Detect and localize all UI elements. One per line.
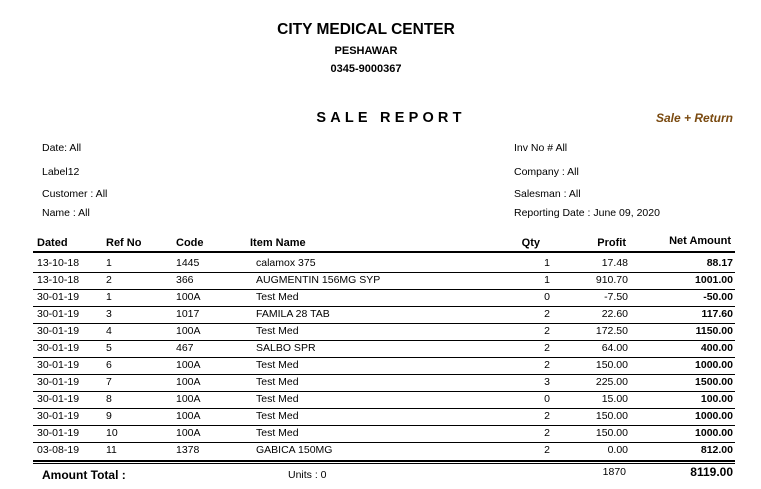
- cell-qty: 2: [544, 410, 550, 422]
- cell-qty: 2: [544, 444, 550, 456]
- total-divider-bottom: [33, 463, 735, 464]
- cell-code: 100A: [176, 359, 201, 371]
- cell-item: Test Med: [256, 393, 299, 405]
- header-divider: [33, 251, 735, 253]
- cell-code: 1017: [176, 308, 200, 320]
- total-label: Amount Total :: [42, 468, 126, 482]
- cell-dated: 30-01-19: [37, 342, 80, 354]
- cell-dated: 30-01-19: [37, 393, 80, 405]
- cell-qty: 2: [544, 325, 550, 337]
- cell-ref: 8: [106, 393, 112, 405]
- cell-dated: 30-01-19: [37, 325, 80, 337]
- cell-item: Test Med: [256, 291, 299, 303]
- cell-ref: 7: [106, 376, 112, 388]
- row-divider: [33, 442, 735, 443]
- filter-date: Date: All: [42, 142, 82, 154]
- cell-dated: 30-01-19: [37, 359, 80, 371]
- cell-code: 100A: [176, 393, 201, 405]
- cell-ref: 11: [106, 444, 117, 456]
- cell-net: 1500.00: [695, 376, 733, 388]
- cell-net: 1001.00: [695, 274, 733, 286]
- filter-label12: Label12: [42, 166, 80, 178]
- row-divider: [33, 340, 735, 341]
- row-divider: [33, 374, 735, 375]
- row-divider: [33, 408, 735, 409]
- cell-item: Test Med: [256, 427, 299, 439]
- filter-salesman: Salesman : All: [514, 188, 581, 200]
- company-city: PESHAWAR: [334, 45, 398, 57]
- cell-item: FAMILA 28 TAB: [256, 308, 330, 320]
- cell-ref: 6: [106, 359, 112, 371]
- cell-net: 1000.00: [695, 410, 733, 422]
- cell-ref: 2: [106, 274, 112, 286]
- filter-customer: Customer : All: [42, 188, 108, 200]
- filter-name: Name : All: [42, 207, 90, 219]
- row-divider: [33, 272, 735, 273]
- cell-ref: 3: [106, 308, 112, 320]
- cell-qty: 0: [544, 291, 550, 303]
- cell-qty: 0: [544, 393, 550, 405]
- cell-code: 100A: [176, 376, 201, 388]
- cell-code: 366: [176, 274, 194, 286]
- cell-net: 88.17: [706, 257, 733, 269]
- cell-code: 1445: [176, 257, 200, 269]
- cell-qty: 1: [544, 274, 550, 286]
- cell-profit: 910.70: [595, 274, 628, 286]
- cell-qty: 2: [544, 359, 550, 371]
- col-profit: Profit: [597, 237, 626, 249]
- cell-dated: 13-10-18: [37, 257, 80, 269]
- cell-profit: 15.00: [601, 393, 628, 405]
- cell-code: 467: [176, 342, 194, 354]
- total-units: Units : 0: [288, 469, 327, 481]
- total-profit: 1870: [602, 466, 626, 478]
- cell-qty: 2: [544, 427, 550, 439]
- cell-net: 1150.00: [695, 325, 733, 337]
- company-title: CITY MEDICAL CENTER: [277, 21, 455, 38]
- cell-profit: 150.00: [595, 410, 628, 422]
- col-item-name: Item Name: [250, 237, 306, 249]
- cell-qty: 2: [544, 308, 550, 320]
- cell-ref: 5: [106, 342, 112, 354]
- cell-profit: 64.00: [601, 342, 628, 354]
- cell-code: 1378: [176, 444, 200, 456]
- cell-item: Test Med: [256, 359, 299, 371]
- cell-item: Test Med: [256, 325, 299, 337]
- cell-item: GABICA 150MG: [256, 444, 333, 456]
- cell-dated: 30-01-19: [37, 291, 80, 303]
- cell-dated: 30-01-19: [37, 376, 80, 388]
- cell-item: Test Med: [256, 376, 299, 388]
- cell-dated: 30-01-19: [37, 427, 80, 439]
- cell-profit: 150.00: [595, 427, 628, 439]
- col-dated: Dated: [37, 237, 68, 249]
- filter-reporting-date: Reporting Date : June 09, 2020: [514, 207, 660, 219]
- cell-item: Test Med: [256, 410, 299, 422]
- cell-net: 1000.00: [695, 359, 733, 371]
- cell-profit: 0.00: [607, 444, 628, 456]
- cell-profit: 172.50: [595, 325, 628, 337]
- cell-qty: 1: [544, 257, 550, 269]
- cell-item: AUGMENTIN 156MG SYP: [256, 274, 381, 286]
- cell-net: 812.00: [700, 444, 733, 456]
- col-net-amount: Net Amount: [669, 235, 731, 247]
- cell-net: 1000.00: [695, 427, 733, 439]
- row-divider: [33, 425, 735, 426]
- cell-qty: 3: [544, 376, 550, 388]
- company-phone: 0345-9000367: [330, 63, 402, 75]
- cell-net: 100.00: [700, 393, 733, 405]
- col-code: Code: [176, 237, 204, 249]
- row-divider: [33, 391, 735, 392]
- report-title: SALE REPORT: [316, 110, 466, 126]
- total-divider-top: [33, 460, 735, 462]
- cell-item: calamox 375: [256, 257, 316, 269]
- filter-inv-no: Inv No # All: [514, 142, 568, 154]
- cell-net: -50.00: [703, 291, 733, 303]
- cell-profit: 17.48: [601, 257, 628, 269]
- cell-ref: 4: [106, 325, 112, 337]
- row-divider: [33, 289, 735, 290]
- cell-code: 100A: [176, 325, 201, 337]
- row-divider: [33, 323, 735, 324]
- cell-profit: -7.50: [604, 291, 628, 303]
- col-qty: Qty: [521, 237, 540, 249]
- cell-qty: 2: [544, 342, 550, 354]
- cell-profit: 150.00: [595, 359, 628, 371]
- report-type: Sale + Return: [655, 111, 733, 125]
- cell-code: 100A: [176, 427, 201, 439]
- cell-code: 100A: [176, 410, 201, 422]
- cell-item: SALBO SPR: [256, 342, 316, 354]
- filter-company: Company : All: [514, 166, 579, 178]
- cell-profit: 22.60: [601, 308, 628, 320]
- row-divider: [33, 306, 735, 307]
- cell-net: 400.00: [700, 342, 733, 354]
- cell-ref: 1: [106, 257, 112, 269]
- row-divider: [33, 357, 735, 358]
- cell-ref: 9: [106, 410, 112, 422]
- cell-profit: 225.00: [595, 376, 628, 388]
- cell-ref: 10: [106, 427, 118, 439]
- cell-ref: 1: [106, 291, 112, 303]
- cell-code: 100A: [176, 291, 201, 303]
- total-net-amount: 8119.00: [690, 465, 733, 479]
- cell-net: 117.60: [701, 308, 733, 320]
- cell-dated: 13-10-18: [37, 274, 80, 286]
- cell-dated: 30-01-19: [37, 410, 80, 422]
- col-ref-no: Ref No: [106, 237, 142, 249]
- cell-dated: 30-01-19: [37, 308, 80, 320]
- cell-dated: 03-08-19: [37, 444, 80, 456]
